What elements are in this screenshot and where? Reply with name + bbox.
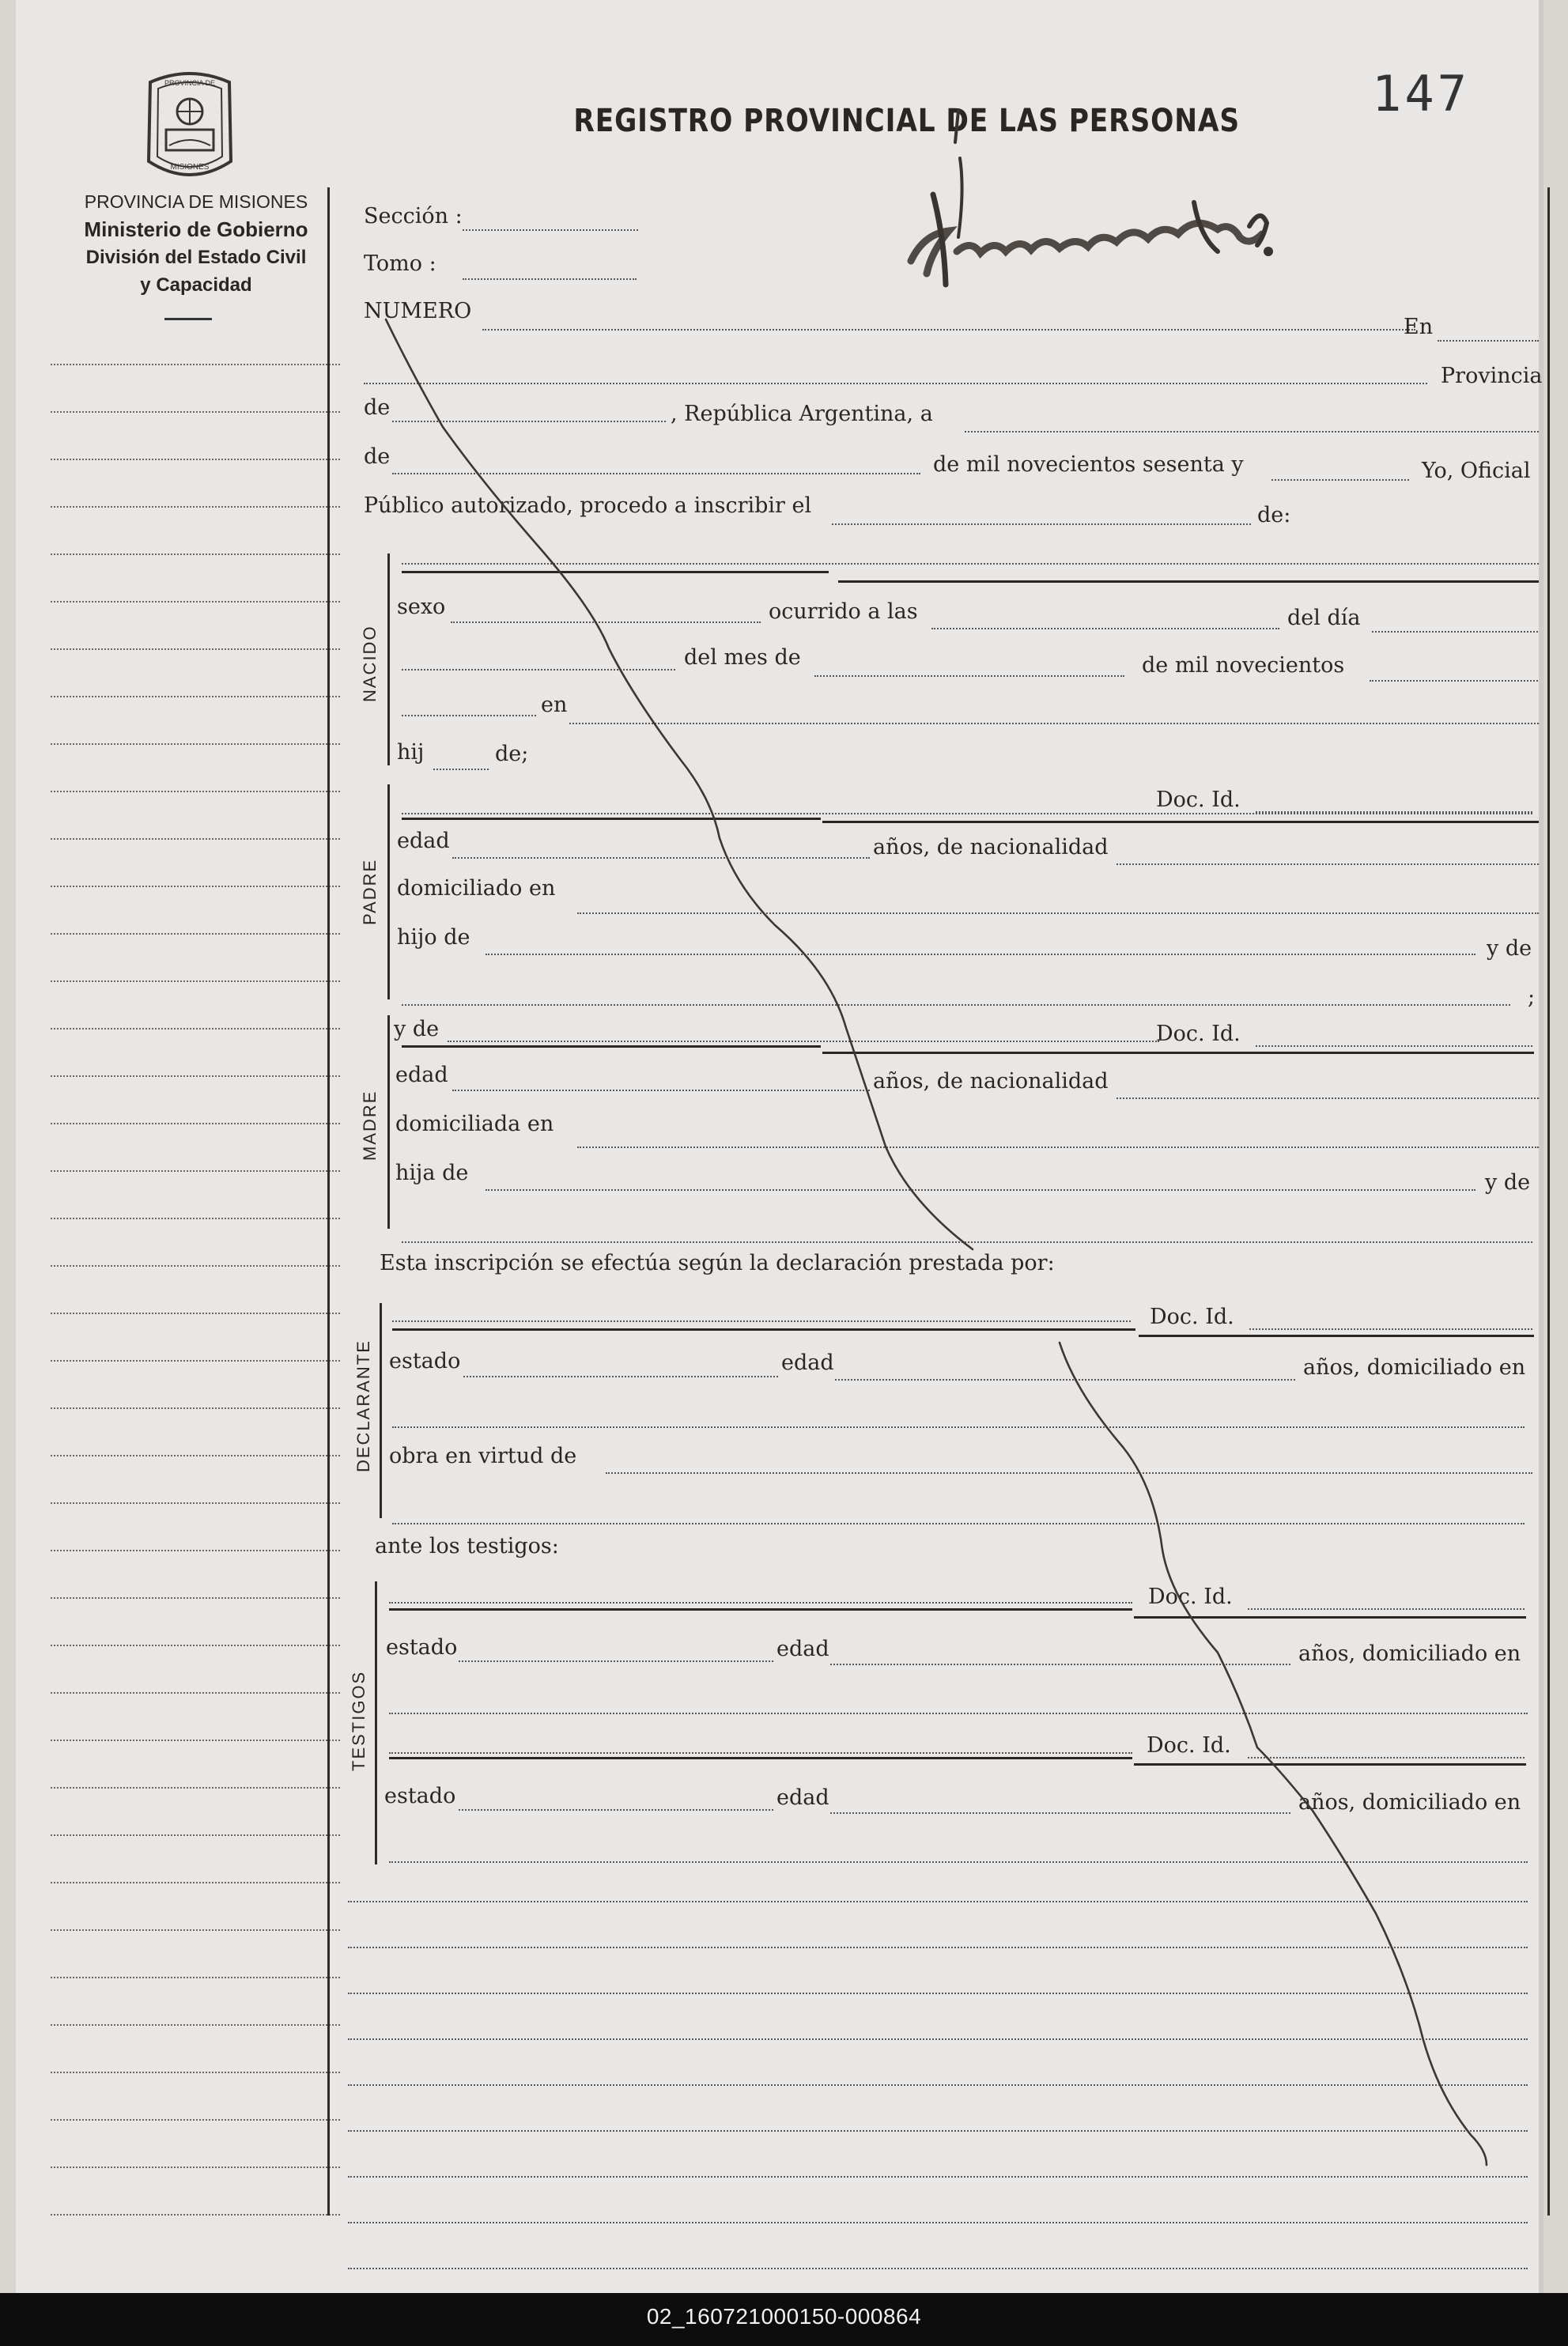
field-declarante-obra-cont[interactable] [392,1523,1525,1524]
field-madre-doc[interactable] [1256,1045,1532,1047]
observation-line[interactable] [348,2176,1528,2178]
field-inscribir[interactable] [832,523,1251,525]
margin-line[interactable] [51,1265,340,1267]
field-declarante-obra[interactable] [606,1472,1532,1474]
label-declarante-obra: obra en virtud de [389,1444,577,1468]
form-left-border [327,187,330,2216]
margin-line[interactable] [51,980,340,982]
margin-line[interactable] [51,1313,340,1314]
testigos-rule [375,1581,377,1864]
field-dia-cont[interactable] [402,669,675,671]
observation-line[interactable] [348,1947,1528,1948]
field-testigo2-doc[interactable] [1248,1757,1525,1759]
label-ocurrido: ocurrido a las [769,599,918,624]
margin-line[interactable] [51,838,340,840]
label-padre-domiciliado: domiciliado en [397,876,556,901]
margin-line[interactable] [51,1123,340,1124]
field-padre-madre[interactable] [402,1004,1510,1006]
label-mil-novecientos: de mil novecientos sesenta y [933,452,1244,477]
margin-line[interactable] [51,791,340,792]
field-hora[interactable] [931,628,1279,629]
label-padre-y-de: y de [1487,936,1532,961]
field-testigo2-name[interactable] [389,1752,1132,1754]
nacido-underline-left [402,571,829,573]
madre-rule [387,1015,390,1229]
field-dia-nacimiento[interactable] [1372,631,1538,633]
label-madre-nacionalidad: años, de nacionalidad [873,1069,1109,1094]
margin-line[interactable] [51,1455,340,1456]
margin-line[interactable] [51,1692,340,1694]
label-republica: , República Argentina, a [671,402,933,426]
field-lugar-nacimiento[interactable] [569,723,1539,724]
margin-line[interactable] [51,1597,340,1599]
label-declarante-estado: estado [389,1349,461,1373]
field-anio-cont[interactable] [402,715,536,716]
section-label-nacido: NACIDO [360,625,380,702]
testigo2-underline-right [1134,1763,1526,1766]
field-madre-padre[interactable] [486,1189,1475,1191]
label-madre-domiciliada: domiciliada en [395,1112,554,1136]
field-madre-nacionalidad[interactable] [1116,1097,1539,1099]
margin-line[interactable] [51,506,340,508]
label-testigo1-doc: Doc. Id. [1148,1585,1233,1609]
label-madre-edad: edad [395,1063,448,1087]
agency-province: PROVINCIA DE MISIONES [84,191,308,212]
label-de-colon: de: [1257,503,1291,527]
label-seccion: Sección : [364,204,463,229]
label-sexo: sexo [397,595,446,619]
field-madre-madre[interactable] [402,1241,1532,1243]
margin-line[interactable] [51,1502,340,1504]
field-testigo2-edad[interactable] [830,1812,1290,1814]
margin-line[interactable] [51,1170,340,1172]
observation-line[interactable] [348,2268,1528,2269]
margin-line[interactable] [51,411,340,413]
label-en-lugar: en [541,693,568,717]
label-de-2: de [364,444,391,469]
field-padre-doc[interactable] [1256,811,1532,813]
nacido-underline-right [838,580,1539,583]
label-padre-doc: Doc. Id. [1156,788,1241,812]
field-tomo[interactable] [463,278,637,280]
margin-line[interactable] [51,1075,340,1077]
margin-line[interactable] [51,459,340,460]
margin-line[interactable] [51,1834,340,1836]
field-testigo2-domicilio[interactable] [389,1861,1528,1863]
margin-line[interactable] [51,1028,340,1029]
label-padre-nacionalidad: años, de nacionalidad [873,835,1109,859]
section-label-testigos: TESTIGOS [349,1670,368,1771]
padre-rule [387,784,390,999]
field-testigo1-domicilio[interactable] [389,1713,1528,1714]
margin-line[interactable] [51,648,340,650]
label-hij: hij [397,740,425,765]
agency-division: División del Estado Civil [85,247,307,268]
testigo1-underline-right [1134,1616,1526,1619]
field-testigo1-name[interactable] [389,1602,1132,1604]
label-provincia: Provincia [1441,364,1543,388]
label-en: En [1404,315,1434,339]
label-padre-edad: edad [397,829,450,853]
label-del-dia: del día [1287,606,1361,630]
margin-line[interactable] [51,743,340,745]
label-de-semicolon: de; [495,742,529,766]
margin-line[interactable] [51,553,340,555]
label-declarante-edad: edad [781,1351,834,1375]
declarante-underline-left [392,1328,1135,1331]
label-madre-hija-de: hija de [395,1161,469,1185]
seal-top-text: PROVINCIA DE [164,79,216,87]
label-declarante-domiciliado: años, domiciliado en [1303,1355,1526,1380]
label-testigo1-estado: estado [386,1635,458,1660]
margin-line[interactable] [51,2072,340,2073]
observation-line[interactable] [348,1993,1528,1994]
field-hij-suffix[interactable] [433,769,489,770]
scan-file-id: 02_160721000150-000864 [646,2304,922,2329]
testigo2-underline-left [389,1757,1132,1759]
field-madre-name[interactable] [448,1041,1159,1042]
margin-line[interactable] [51,2024,340,2026]
field-seccion[interactable] [463,229,638,231]
observation-line[interactable] [348,2222,1528,2223]
field-mes[interactable] [392,473,920,474]
section-label-padre: PADRE [360,858,380,925]
observation-line[interactable] [348,2130,1528,2132]
margin-line[interactable] [51,886,340,887]
margin-line[interactable] [51,601,340,603]
section-label-declarante: DECLARANTE [353,1339,373,1472]
madre-underline-right [822,1052,1534,1054]
field-padre-nacionalidad[interactable] [1116,863,1539,865]
field-testigo1-estado[interactable] [459,1660,773,1662]
field-declarante-name[interactable] [392,1320,1131,1322]
label-yo-oficial: Yo, Oficial [1422,459,1531,483]
label-inscripcion: Esta inscripción se efectúa según la declaración prestada por: [380,1251,1055,1275]
margin-line[interactable] [51,364,340,365]
label-testigo2-domiciliado: años, domiciliado en [1298,1790,1521,1815]
field-declarante-doc[interactable] [1249,1328,1532,1330]
field-testigo1-doc[interactable] [1248,1608,1525,1610]
field-testigo2-estado[interactable] [459,1809,773,1811]
agency-capacity: y Capacidad [140,274,252,296]
label-numero: NUMERO [364,299,472,323]
field-anio[interactable] [1271,479,1409,481]
field-padre-domicilio[interactable] [577,912,1539,914]
label-testigo1-domiciliado: años, domiciliado en [1298,1641,1521,1666]
declarante-underline-right [1139,1335,1534,1337]
label-del-mes: del mes de [684,645,801,670]
observation-line[interactable] [348,2084,1528,2086]
padre-underline-left [402,818,821,820]
field-dia[interactable] [965,431,1539,433]
label-publico-autorizado: Público autorizado, procedo a inscribir el [364,493,812,518]
label-declarante-doc: Doc. Id. [1150,1305,1234,1329]
field-mes-nacimiento[interactable] [814,675,1124,677]
margin-line[interactable] [51,1218,340,1219]
section-label-madre: MADRE [360,1090,380,1161]
declarante-rule [380,1303,382,1518]
folio-number: 147 [1372,65,1470,123]
label-madre-y-de: y de [394,1017,440,1041]
margin-line[interactable] [51,1407,340,1409]
padre-underline-right [822,821,1539,823]
label-testigo2-doc: Doc. Id. [1147,1733,1231,1758]
document-title: REGISTRO PROVINCIAL DE LAS PERSONAS [573,103,1240,139]
label-ante-testigos: ante los testigos: [375,1534,559,1558]
form-right-border [1547,187,1550,2216]
label-mil-novecientos-nac: de mil novecientos [1142,653,1345,678]
field-declarante-edad[interactable] [835,1379,1295,1381]
agency-block [46,188,346,299]
margin-line[interactable] [51,2119,340,2121]
margin-line[interactable] [51,696,340,697]
margin-notes-lines [51,364,340,2198]
field-en[interactable] [1438,340,1539,342]
field-testigo1-edad[interactable] [830,1664,1290,1665]
field-numero[interactable] [482,329,1415,331]
agency-divider [164,318,212,320]
observation-line[interactable] [348,2038,1528,2040]
field-sexo[interactable] [451,621,761,623]
testigo1-underline-left [389,1608,1132,1611]
margin-line[interactable] [51,1929,340,1931]
field-anio-nacimiento[interactable] [1370,680,1538,682]
margin-line[interactable] [51,933,340,935]
field-nacido-name[interactable] [402,563,1539,565]
label-padre-semicolon: ; [1528,985,1536,1010]
field-padre-name[interactable] [402,813,1532,814]
field-madre-edad[interactable] [452,1090,870,1091]
field-en-place[interactable] [364,383,1427,384]
label-testigo1-edad: edad [776,1637,829,1661]
label-madre-y-de-2: y de [1485,1170,1531,1195]
margin-line[interactable] [51,1740,340,1741]
nacido-rule [387,553,390,765]
margin-line[interactable] [51,1645,340,1646]
margin-line[interactable] [51,1550,340,1551]
margin-line[interactable] [51,1977,340,1978]
label-de-1: de [364,395,391,420]
seal-bottom-text: MISIONES [170,163,210,172]
agency-ministry: Ministerio de Gobierno [84,217,308,241]
field-provincia[interactable] [392,421,666,422]
margin-line[interactable] [51,1882,340,1883]
label-testigo2-edad: edad [776,1785,829,1810]
label-madre-doc: Doc. Id. [1156,1022,1241,1046]
margin-line[interactable] [51,1360,340,1362]
field-madre-domicilio[interactable] [577,1147,1539,1148]
field-declarante-domicilio[interactable] [392,1426,1525,1428]
madre-underline-left [402,1045,821,1048]
field-padre-padre[interactable] [486,954,1475,955]
field-declarante-estado[interactable] [463,1376,778,1377]
observation-line[interactable] [348,1901,1528,1902]
margin-line[interactable] [51,2167,340,2168]
label-tomo: Tomo : [364,251,436,276]
field-padre-edad[interactable] [452,857,870,859]
margin-line[interactable] [51,1787,340,1789]
label-testigo2-estado: estado [384,1784,456,1808]
label-padre-hijo-de: hijo de [397,925,470,950]
margin-line[interactable] [51,2214,340,2216]
